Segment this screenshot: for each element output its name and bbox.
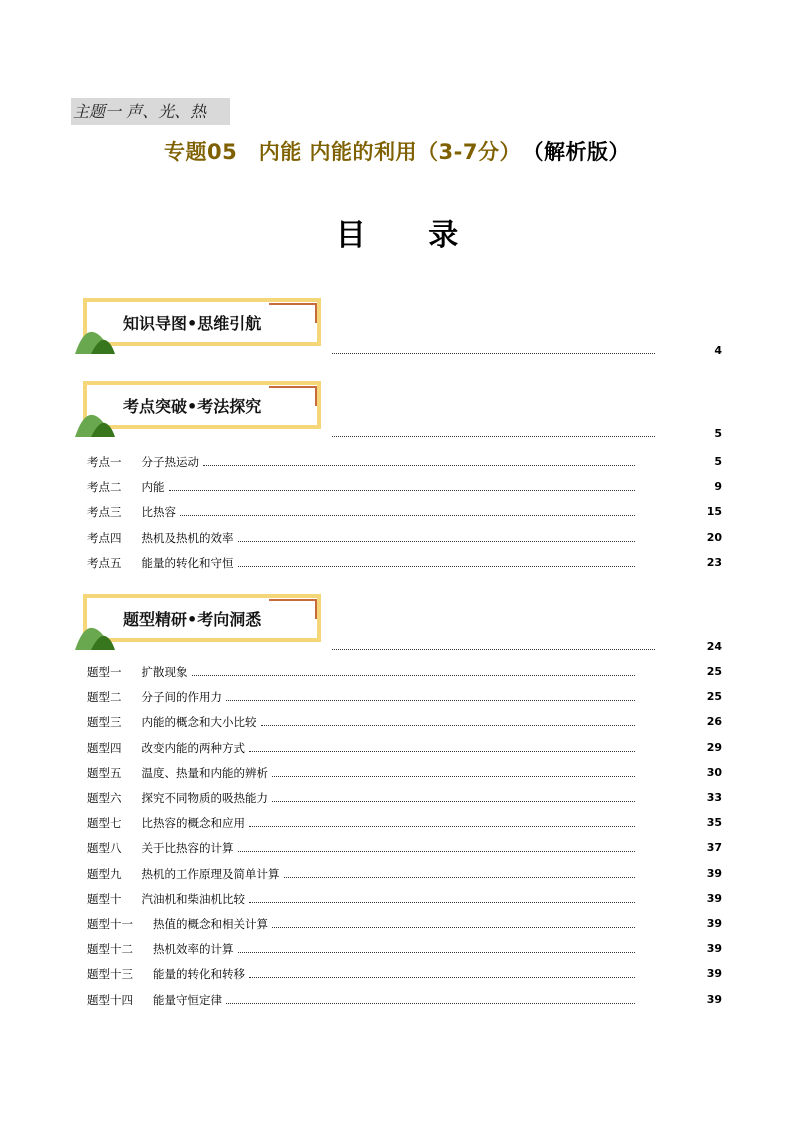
banner-corner-mark bbox=[269, 303, 317, 323]
entry-page-number: 15 bbox=[706, 505, 722, 519]
entry-label: 题型十 bbox=[87, 891, 122, 906]
entry-label: 考点五 bbox=[87, 555, 122, 570]
banner-label: 考点突破•考法探究 bbox=[123, 397, 262, 416]
entry-leader-dots bbox=[261, 725, 636, 726]
mountain-icon bbox=[75, 614, 115, 652]
entry-title: 关于比热容的计算 bbox=[141, 841, 234, 856]
entry-page-number: 35 bbox=[706, 816, 722, 830]
toc-entry[interactable] bbox=[87, 689, 722, 705]
toc-heading: 目 录 bbox=[335, 218, 485, 253]
toc-entry[interactable] bbox=[87, 765, 722, 781]
title-text: 专题05 内能 内能的利用（3-7分） bbox=[164, 140, 521, 164]
entry-label: 题型十三 bbox=[87, 967, 133, 982]
toc-entry[interactable] bbox=[87, 530, 722, 546]
entry-label: 题型九 bbox=[87, 866, 122, 881]
toc-entry[interactable] bbox=[87, 740, 722, 756]
entry-leader-dots bbox=[169, 490, 636, 491]
entry-title: 热值的概念和相关计算 bbox=[153, 917, 268, 931]
banner-corner-mark bbox=[269, 386, 317, 406]
entry-leader-dots bbox=[238, 566, 636, 567]
banner-page-number: 24 bbox=[706, 640, 722, 653]
entry-page-number: 5 bbox=[714, 455, 722, 468]
entry-label: 考点三 bbox=[87, 505, 122, 520]
entry-title: 温度、热量和内能的辨析 bbox=[141, 765, 268, 780]
entry-title: 内能的概念和大小比较 bbox=[141, 715, 257, 730]
entry-page-number: 39 bbox=[706, 992, 722, 1006]
toc-entry[interactable] bbox=[87, 916, 722, 932]
entry-page-number: 9 bbox=[714, 480, 722, 494]
entry-title: 扩散现象 bbox=[141, 665, 188, 679]
entry-leader-dots bbox=[203, 465, 635, 466]
entry-page-number: 33 bbox=[706, 791, 722, 804]
entry-page-number: 37 bbox=[706, 841, 722, 855]
entry-leader-dots bbox=[238, 541, 636, 542]
entry-leader-dots bbox=[249, 977, 635, 978]
toc-entry[interactable] bbox=[87, 866, 722, 882]
section-banner[interactable] bbox=[75, 381, 325, 439]
entry-label: 考点四 bbox=[87, 530, 122, 545]
banner-leader-dots bbox=[332, 649, 655, 650]
toc-entry[interactable] bbox=[87, 891, 722, 907]
entry-label: 题型五 bbox=[87, 765, 122, 780]
entry-title: 比热容的概念和应用 bbox=[141, 816, 245, 831]
toc-entry[interactable] bbox=[87, 454, 722, 470]
entry-leader-dots bbox=[180, 515, 635, 516]
entry-title: 内能 bbox=[141, 480, 165, 495]
toc-entry[interactable] bbox=[87, 664, 722, 680]
banner-leader-dots bbox=[332, 353, 655, 354]
entry-leader-dots bbox=[238, 952, 636, 953]
mountain-icon bbox=[75, 401, 115, 439]
entry-leader-dots bbox=[272, 801, 635, 802]
entry-title: 比热容 bbox=[141, 505, 176, 520]
entry-title: 能量守恒定律 bbox=[153, 992, 222, 1007]
entry-label: 题型十二 bbox=[87, 942, 133, 957]
entry-title: 分子间的作用力 bbox=[141, 690, 222, 705]
entry-title: 探究不同物质的吸热能力 bbox=[141, 791, 268, 805]
entry-leader-dots bbox=[272, 927, 635, 928]
toc-entry[interactable] bbox=[87, 555, 722, 571]
entry-page-number: 39 bbox=[706, 967, 722, 981]
entry-title: 能量的转化和守恒 bbox=[141, 555, 234, 570]
section-banner[interactable] bbox=[75, 594, 325, 652]
entry-label: 题型二 bbox=[87, 690, 122, 705]
entry-page-number: 25 bbox=[706, 665, 722, 678]
entry-title: 能量的转化和转移 bbox=[153, 967, 245, 982]
entry-label: 题型三 bbox=[87, 715, 122, 730]
banner-label: 知识导图•思维引航 bbox=[123, 314, 262, 333]
toc-entry[interactable] bbox=[87, 479, 722, 495]
entry-label: 考点一 bbox=[87, 455, 122, 469]
entry-title: 热机的工作原理及简单计算 bbox=[141, 866, 280, 881]
entry-title: 热机及热机的效率 bbox=[141, 530, 234, 545]
entry-leader-dots bbox=[249, 826, 635, 827]
toc-entry[interactable] bbox=[87, 840, 722, 856]
banner-leader-dots bbox=[332, 436, 655, 437]
entry-leader-dots bbox=[226, 700, 635, 701]
entry-label: 题型六 bbox=[87, 791, 122, 805]
entry-page-number: 39 bbox=[706, 917, 722, 930]
toc-entry[interactable] bbox=[87, 966, 722, 982]
banner-label: 题型精研•考向洞悉 bbox=[123, 610, 262, 629]
entry-page-number: 23 bbox=[706, 555, 722, 569]
entry-leader-dots bbox=[192, 675, 636, 676]
banner-page-number: 5 bbox=[714, 427, 722, 440]
banner-corner-mark bbox=[269, 599, 317, 619]
version-label: （解析版） bbox=[532, 140, 630, 164]
entry-label: 题型四 bbox=[87, 740, 122, 755]
entry-page-number: 39 bbox=[706, 866, 722, 880]
entry-title: 分子热运动 bbox=[141, 455, 199, 469]
entry-page-number: 29 bbox=[706, 740, 722, 754]
entry-page-number: 39 bbox=[706, 942, 722, 956]
entry-title: 改变内能的两种方式 bbox=[141, 740, 245, 755]
entry-page-number: 20 bbox=[706, 530, 722, 544]
entry-label: 题型十一 bbox=[87, 917, 133, 931]
document-title bbox=[0, 136, 794, 166]
mountain-icon bbox=[75, 318, 115, 356]
toc-entry[interactable] bbox=[87, 992, 722, 1008]
entry-leader-dots bbox=[284, 877, 636, 878]
entry-title: 热机效率的计算 bbox=[153, 942, 234, 957]
topic-tag: 主题一 声、光、热 bbox=[71, 98, 230, 125]
entry-label: 考点二 bbox=[87, 480, 122, 495]
toc-entry[interactable] bbox=[87, 714, 722, 730]
toc-entry[interactable] bbox=[87, 941, 722, 957]
toc-entry[interactable] bbox=[87, 815, 722, 831]
entry-label: 题型一 bbox=[87, 665, 122, 679]
entry-page-number: 39 bbox=[706, 891, 722, 905]
entry-leader-dots bbox=[238, 851, 636, 852]
section-banner[interactable] bbox=[75, 298, 325, 356]
entry-label: 题型七 bbox=[87, 816, 122, 831]
entry-page-number: 25 bbox=[706, 690, 722, 704]
entry-leader-dots bbox=[226, 1003, 635, 1004]
entry-leader-dots bbox=[249, 902, 635, 903]
entry-leader-dots bbox=[272, 776, 635, 777]
toc-entry[interactable] bbox=[87, 504, 722, 520]
entry-page-number: 26 bbox=[706, 715, 722, 729]
entry-page-number: 30 bbox=[706, 765, 722, 779]
entry-label: 题型八 bbox=[87, 841, 122, 856]
toc-entry[interactable] bbox=[87, 790, 722, 806]
entry-label: 题型十四 bbox=[87, 992, 133, 1007]
entry-title: 汽油机和柴油机比较 bbox=[141, 891, 245, 906]
banner-page-number: 4 bbox=[714, 344, 722, 357]
entry-leader-dots bbox=[249, 751, 635, 752]
